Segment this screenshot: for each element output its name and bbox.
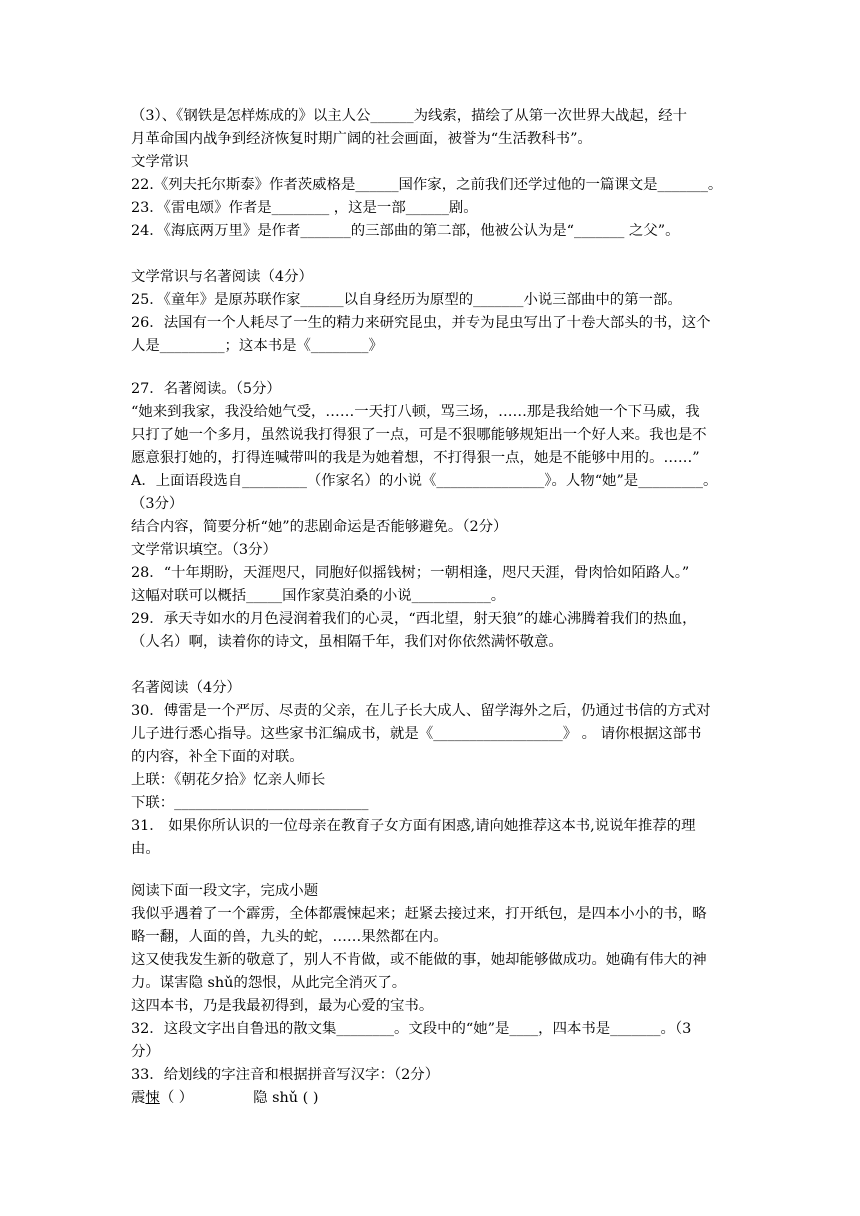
line-q28-2: 这幅对联可以概括_____国作家莫泊桑的小说___________。 bbox=[131, 588, 506, 604]
passage-line: “她来到我家，我没给她气受，……一天打八顿，骂三场，……那是我给她一个下马威，我 bbox=[131, 404, 700, 420]
line-q27-a: A．上面语段选自_________（作家名）的小说《_______________》。人物“她”是_________。 bbox=[131, 473, 718, 489]
line-q3-1: （3）、《钢铁是怎样炼成的》以主人公______为线索，描绘了从第一次世界大战起，经十 bbox=[131, 108, 687, 124]
line-q29-1: 29．承天寺如水的月色浸润着我们的心灵，“西北望，射天狼”的雄心沸腾着我们的热血， bbox=[131, 611, 697, 627]
couplet-upper: 上联：《朝花夕拾》忆亲人师长 bbox=[131, 772, 326, 788]
line-q27-b: 结合内容，简要分析“她”的悲剧命运是否能够避免。（2分） bbox=[131, 519, 508, 535]
section-heading: 阅读下面一段文字，完成小题 bbox=[131, 883, 319, 899]
line-q3-2: 月革命国内战争到经济恢复时期广阔的社会画面，被誉为“生活教科书”。 bbox=[131, 131, 592, 147]
passage-line: 力。谋害隐 shǔ的怨恨，从此完全消灭了。 bbox=[131, 975, 407, 991]
line-q30-2: 儿子进行悉心指导。这些家书汇编成书，就是《__________________》 。 请你根据这部书 bbox=[131, 726, 702, 742]
passage-line: 只打了她一个多月，虽然说我打得狠了一点，可是不狠哪能够规矩出一个好人来。我也是不 bbox=[131, 427, 707, 443]
line-q24: 24．《海底两万里》是作者_______的三部曲的第二部，他被公认为是“_______ 之父”。 bbox=[131, 223, 680, 239]
section-heading: 文学常识 bbox=[131, 154, 189, 170]
line-q28-1: 28．“十年期盼，天涯咫尺，同胞好似摇钱树；一朝相逢，咫尺天涯，骨肉恰如陌路人。” bbox=[131, 565, 690, 581]
q33-word1-blank: （ ） bbox=[159, 1090, 194, 1106]
line-q31-2: 由。 bbox=[131, 841, 160, 857]
passage-line: 愿意狠打她的，打得连喊带叫的我是为她着想，不打得狠一点，她是不能够中用的。……” bbox=[131, 450, 700, 466]
couplet-lower: 下联：___________________________ bbox=[131, 795, 369, 811]
line-q23: 23．《雷电颂》作者是________ ，这是一部______剧。 bbox=[131, 200, 478, 216]
line-q29-2: （人名）啊，读着你的诗文，虽相隔千年，我们对你依然满怀敬意。 bbox=[131, 634, 563, 650]
line-q30-3: 的内容，补全下面的对联。 bbox=[131, 749, 304, 765]
q33-underlined-char: 悚 bbox=[145, 1090, 160, 1106]
passage-line: 我似乎遇着了一个霹雳，全体都震悚起来；赶紧去接过来，打开纸包，是四本小小的书，略 bbox=[131, 906, 707, 922]
section-heading: 名著阅读（4分） bbox=[131, 680, 241, 696]
line-q31-1: 31． 如果你所认识的一位母亲在教育子女方面有困惑,请向她推荐这本书,说说年推荐的理 bbox=[131, 818, 696, 834]
section-heading: 文学常识填空。（3分） bbox=[131, 542, 277, 558]
line-q27: 27．名著阅读。（5分） bbox=[131, 381, 281, 397]
passage-line: 略一翻，人面的兽，九头的蛇，……果然都在内。 bbox=[131, 929, 448, 945]
line-q27-a-score: （3分） bbox=[131, 496, 184, 512]
passage-line: 这四本书，乃是我最初得到，最为心爱的宝书。 bbox=[131, 998, 434, 1014]
line-q25: 25．《童年》是原苏联作家______以自身经历为原型的_______小说三部曲中的第一部。 bbox=[131, 292, 682, 308]
line-q26-2: 人是_________；这本书是《________》 bbox=[131, 338, 383, 354]
line-q33-answers bbox=[131, 1087, 741, 1109]
line-q32-2: 分） bbox=[131, 1044, 160, 1060]
q33-word1-prefix: 震 bbox=[131, 1090, 146, 1106]
q33-word2: 隐 shǔ ( ) bbox=[253, 1090, 319, 1106]
line-q33: 33．给划线的字注音和根据拼音写汉字：（2分） bbox=[131, 1067, 440, 1083]
line-q26-1: 26．法国有一个人耗尽了一生的精力来研究昆虫，并专为昆虫写出了十卷大部头的书，这个 bbox=[131, 315, 711, 331]
line-q22: 22.《列夫托尔斯泰》作者茨威格是______国作家，之前我们还学过他的一篇课文是_______。 bbox=[131, 177, 723, 193]
section-heading: 文学常识与名著阅读（4分） bbox=[131, 269, 313, 285]
line-q32-1: 32．这段文字出自鲁迅的散文集________。文段中的“她”是____，四本书是_______。（3 bbox=[131, 1021, 692, 1037]
passage-line: 这又使我发生新的敬意了，别人不肯做，或不能做的事，她却能够做成功。她确有伟大的神 bbox=[131, 952, 707, 968]
line-q30-1: 30．傅雷是一个严厉、尽责的父亲，在儿子长大成人、留学海外之后，仍通过书信的方式对 bbox=[131, 703, 711, 719]
